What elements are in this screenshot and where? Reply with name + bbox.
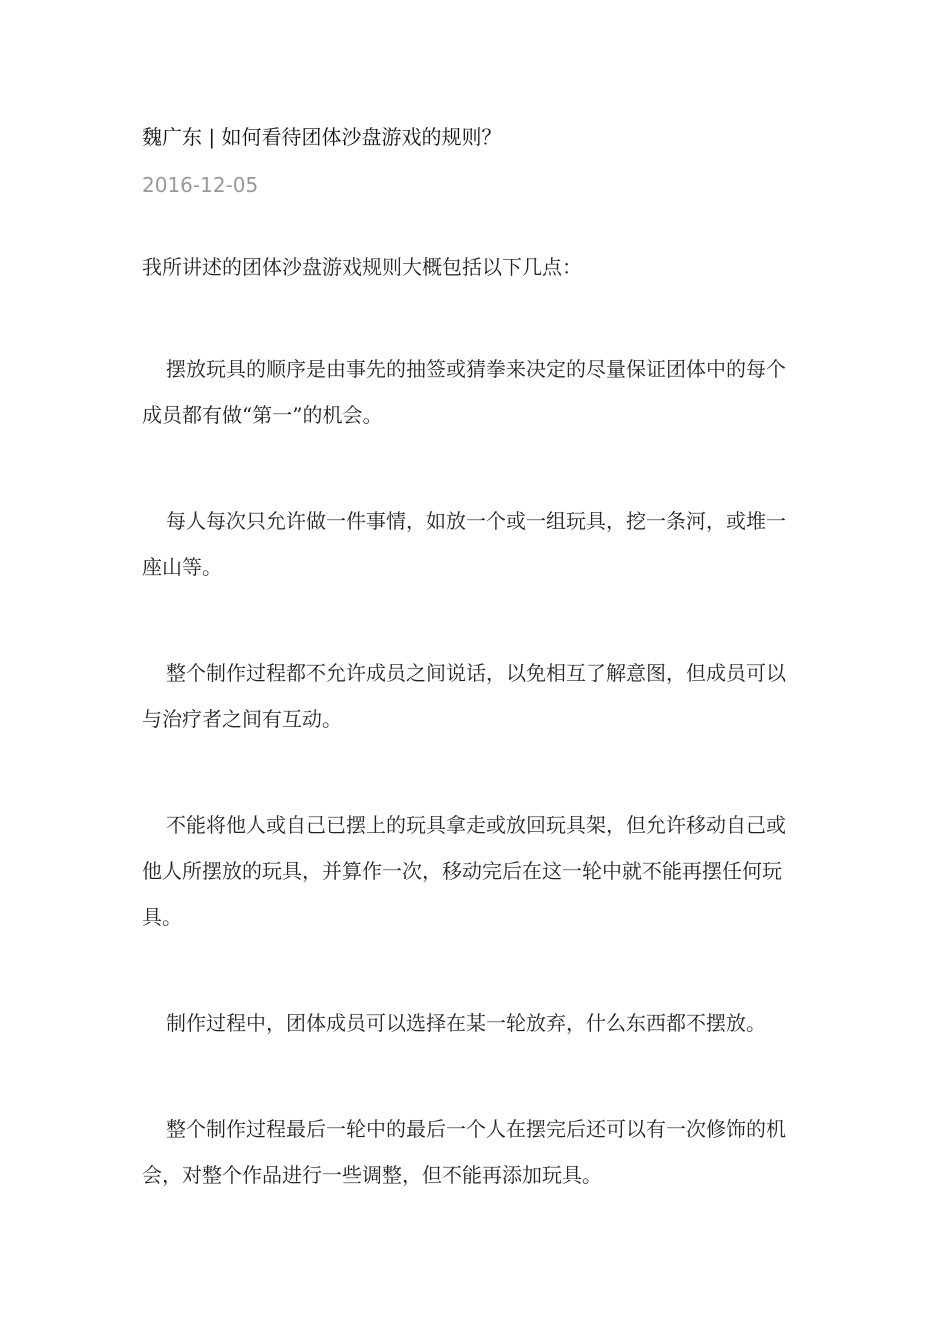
rule-paragraph-5: 制作过程中，团体成员可以选择在某一轮放弃，什么东西都不摆放。 xyxy=(166,1011,766,1035)
rule-paragraph-2: 每人每次只允许做一件事情，如放一个或一组玩具，挖一条河，或堆一座山等。 xyxy=(142,509,786,579)
article-intro: 我所讲述的团体沙盘游戏规则大概包括以下几点： xyxy=(142,255,582,279)
rule-paragraph-4: 不能将他人或自己已摆上的玩具拿走或放回玩具架，但允许移动自己或他人所摆放的玩具，并算作一次，移动完后在这一轮中就不能再摆任何玩具。 xyxy=(142,813,786,929)
article-date: 2016-12-05 xyxy=(142,173,259,197)
rule-paragraph-6: 整个制作过程最后一轮中的最后一个人在摆完后还可以有一次修饰的机会，对整个作品进行一些调整，但不能再添加玩具。 xyxy=(142,1117,786,1187)
article-title: 魏广东 | 如何看待团体沙盘游戏的规则？ xyxy=(142,125,502,149)
rule-paragraph-3: 整个制作过程都不允许成员之间说话，以免相互了解意图，但成员可以与治疗者之间有互动。 xyxy=(142,661,786,731)
rule-paragraph-1: 摆放玩具的顺序是由事先的抽签或猜拳来决定的尽量保证团体中的每个成员都有做“第一”的机会。 xyxy=(142,357,786,427)
article-body xyxy=(142,120,802,1218)
